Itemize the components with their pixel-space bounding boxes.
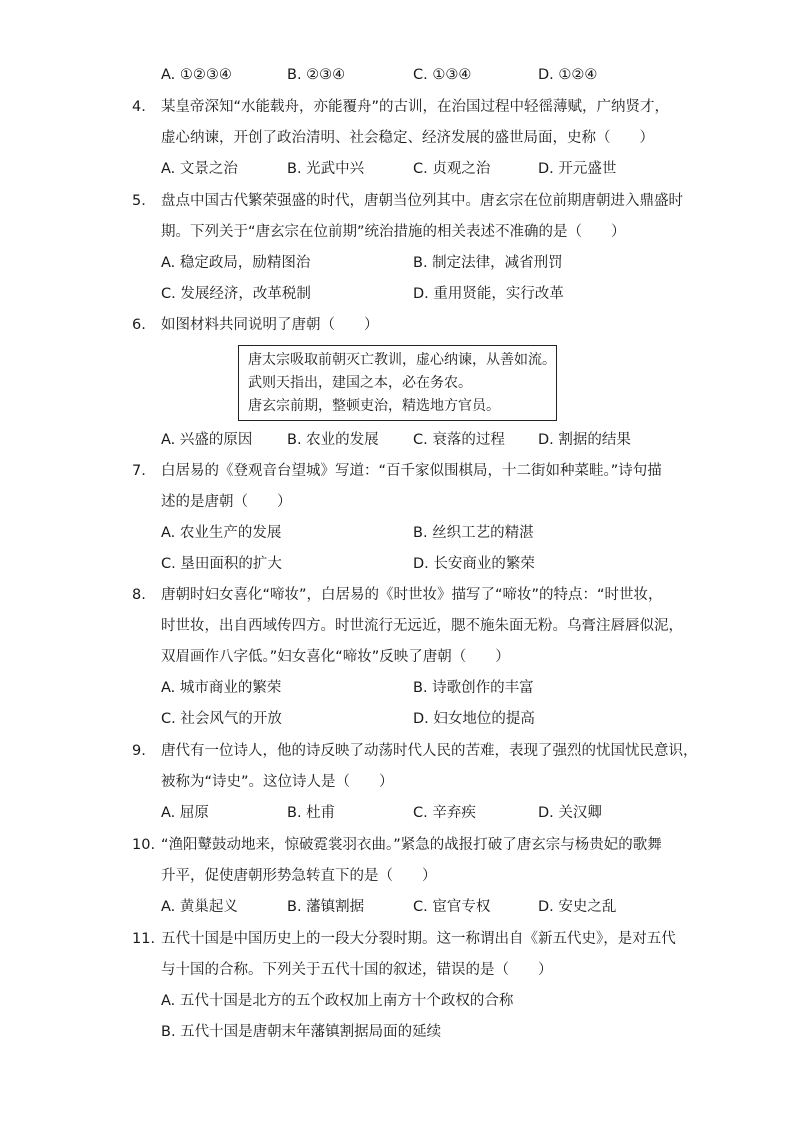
q10-option-a[interactable]: A. 黄巢起义 bbox=[161, 899, 238, 915]
q8-text-3: 双眉画作八字低。”妇女喜化“啼妆”反映了唐朝（ ） bbox=[161, 649, 510, 665]
q6-option-d[interactable]: D. 割据的结果 bbox=[538, 432, 631, 448]
q9-option-d[interactable]: D. 关汉卿 bbox=[538, 805, 602, 821]
q10-option-d[interactable]: D. 安史之乱 bbox=[538, 899, 617, 915]
q4-number: 4. bbox=[132, 99, 146, 115]
q8-text-2: 时世妆，出自西域传四方。时世流行无远近，腮不施朱面无粉。乌膏注唇唇似泥， bbox=[161, 618, 683, 634]
q10-text-1: “渔阳鼙鼓动地来，惊破霓裳羽衣曲。”紧急的战报打破了唐玄宗与杨贵妃的歌舞 bbox=[161, 837, 662, 853]
q7-option-d[interactable]: D. 长安商业的繁荣 bbox=[413, 556, 535, 572]
q5-option-a[interactable]: A. 稳定政局，励精图治 bbox=[161, 255, 311, 271]
q4-text-2: 虚心纳谏，开创了政治清明、社会稳定、经济发展的盛世局面，史称（ ） bbox=[161, 130, 654, 146]
q8-number: 8. bbox=[132, 587, 146, 603]
q11-number: 11. bbox=[132, 931, 156, 947]
q11-text-2: 与十国的合称。下列关于五代十国的叙述，错误的是（ ） bbox=[161, 962, 553, 978]
q4-option-c[interactable]: C. 贞观之治 bbox=[413, 161, 491, 177]
q6-material-line: 武则天指出，建国之本，必在务农。 bbox=[248, 375, 472, 391]
q4-text-1: 某皇帝深知“水能载舟，亦能覆舟”的古训，在治国过程中轻徭薄赋，广纳贤才， bbox=[161, 99, 670, 115]
q9-text-1: 唐代有一位诗人，他的诗反映了动荡时代人民的苦难，表现了强烈的忧国忧民意识， bbox=[161, 743, 698, 759]
q6-material-box bbox=[238, 345, 557, 421]
q10-text-2: 升平，促使唐朝形势急转直下的是（ ） bbox=[161, 868, 437, 884]
q3-option-b[interactable]: B. ②③④ bbox=[287, 67, 346, 83]
q8-option-d[interactable]: D. 妇女地位的提高 bbox=[413, 711, 535, 727]
q6-material-line: 唐玄宗前期，整顿吏治，精选地方官员。 bbox=[248, 398, 500, 414]
q7-option-b[interactable]: B. 丝织工艺的精湛 bbox=[413, 525, 534, 541]
q6-option-c[interactable]: C. 衰落的过程 bbox=[413, 432, 505, 448]
q11-option-b[interactable]: B. 五代十国是唐朝末年藩镇割据局面的延续 bbox=[161, 1024, 442, 1040]
q5-text-2: 期。下列关于“唐玄宗在位前期”统治措施的相关表述不准确的是（ ） bbox=[161, 224, 626, 240]
q10-option-b[interactable]: B. 藩镇割据 bbox=[287, 899, 365, 915]
q11-option-a[interactable]: A. 五代十国是北方的五个政权加上南方十个政权的合称 bbox=[161, 993, 514, 1009]
q7-number: 7. bbox=[132, 463, 146, 479]
q6-number: 6. bbox=[132, 317, 146, 333]
q5-option-b[interactable]: B. 制定法律，减省刑罚 bbox=[413, 255, 563, 271]
q11-text-1: 五代十国是中国历史上的一段大分裂时期。这一称谓出自《新五代史》，是对五代 bbox=[161, 931, 676, 947]
q10-number: 10. bbox=[132, 837, 156, 853]
q10-option-c[interactable]: C. 宦官专权 bbox=[413, 899, 491, 915]
q3-option-a[interactable]: A. ①②③④ bbox=[161, 67, 232, 83]
q8-option-b[interactable]: B. 诗歌创作的丰富 bbox=[413, 680, 534, 696]
q3-option-c[interactable]: C. ①③④ bbox=[413, 67, 472, 83]
q6-option-a[interactable]: A. 兴盛的原因 bbox=[161, 432, 253, 448]
q9-text-2: 被称为“诗史”。这位诗人是（ ） bbox=[161, 774, 394, 790]
q7-option-c[interactable]: C. 垦田面积的扩大 bbox=[161, 556, 282, 572]
q4-option-d[interactable]: D. 开元盛世 bbox=[538, 161, 617, 177]
q9-number: 9. bbox=[132, 743, 146, 759]
q9-option-c[interactable]: C. 辛弃疾 bbox=[413, 805, 476, 821]
q4-option-b[interactable]: B. 光武中兴 bbox=[287, 161, 365, 177]
q3-option-d[interactable]: D. ①②④ bbox=[538, 67, 598, 83]
q9-option-b[interactable]: B. 杜甫 bbox=[287, 805, 336, 821]
q9-option-a[interactable]: A. 屈原 bbox=[161, 805, 209, 821]
q8-option-a[interactable]: A. 城市商业的繁荣 bbox=[161, 680, 282, 696]
q7-option-a[interactable]: A. 农业生产的发展 bbox=[161, 525, 282, 541]
q5-option-c[interactable]: C. 发展经济，改革税制 bbox=[161, 286, 311, 302]
q7-text-2: 述的是唐朝（ ） bbox=[161, 494, 292, 510]
q6-option-b[interactable]: B. 农业的发展 bbox=[287, 432, 379, 448]
q8-option-c[interactable]: C. 社会风气的开放 bbox=[161, 711, 282, 727]
q5-number: 5. bbox=[132, 193, 146, 209]
q5-text-1: 盘点中国古代繁荣强盛的时代，唐朝当位列其中。唐玄宗在位前期唐朝进入鼎盛时 bbox=[161, 193, 683, 209]
q8-text-1: 唐朝时妇女喜化“啼妆”，白居易的《时世妆》描写了“啼妆”的特点：“时世妆， bbox=[161, 587, 663, 603]
q6-text-1: 如图材料共同说明了唐朝（ ） bbox=[161, 317, 379, 333]
q6-material-line: 唐太宗吸取前朝灭亡教训，虚心纳谏，从善如流。 bbox=[248, 352, 556, 368]
q4-option-a[interactable]: A. 文景之治 bbox=[161, 161, 238, 177]
q5-option-d[interactable]: D. 重用贤能，实行改革 bbox=[413, 286, 564, 302]
q7-text-1: 白居易的《登观音台望城》写道：“百千家似围棋局，十二街如种菜畦。”诗句描 bbox=[161, 463, 662, 479]
